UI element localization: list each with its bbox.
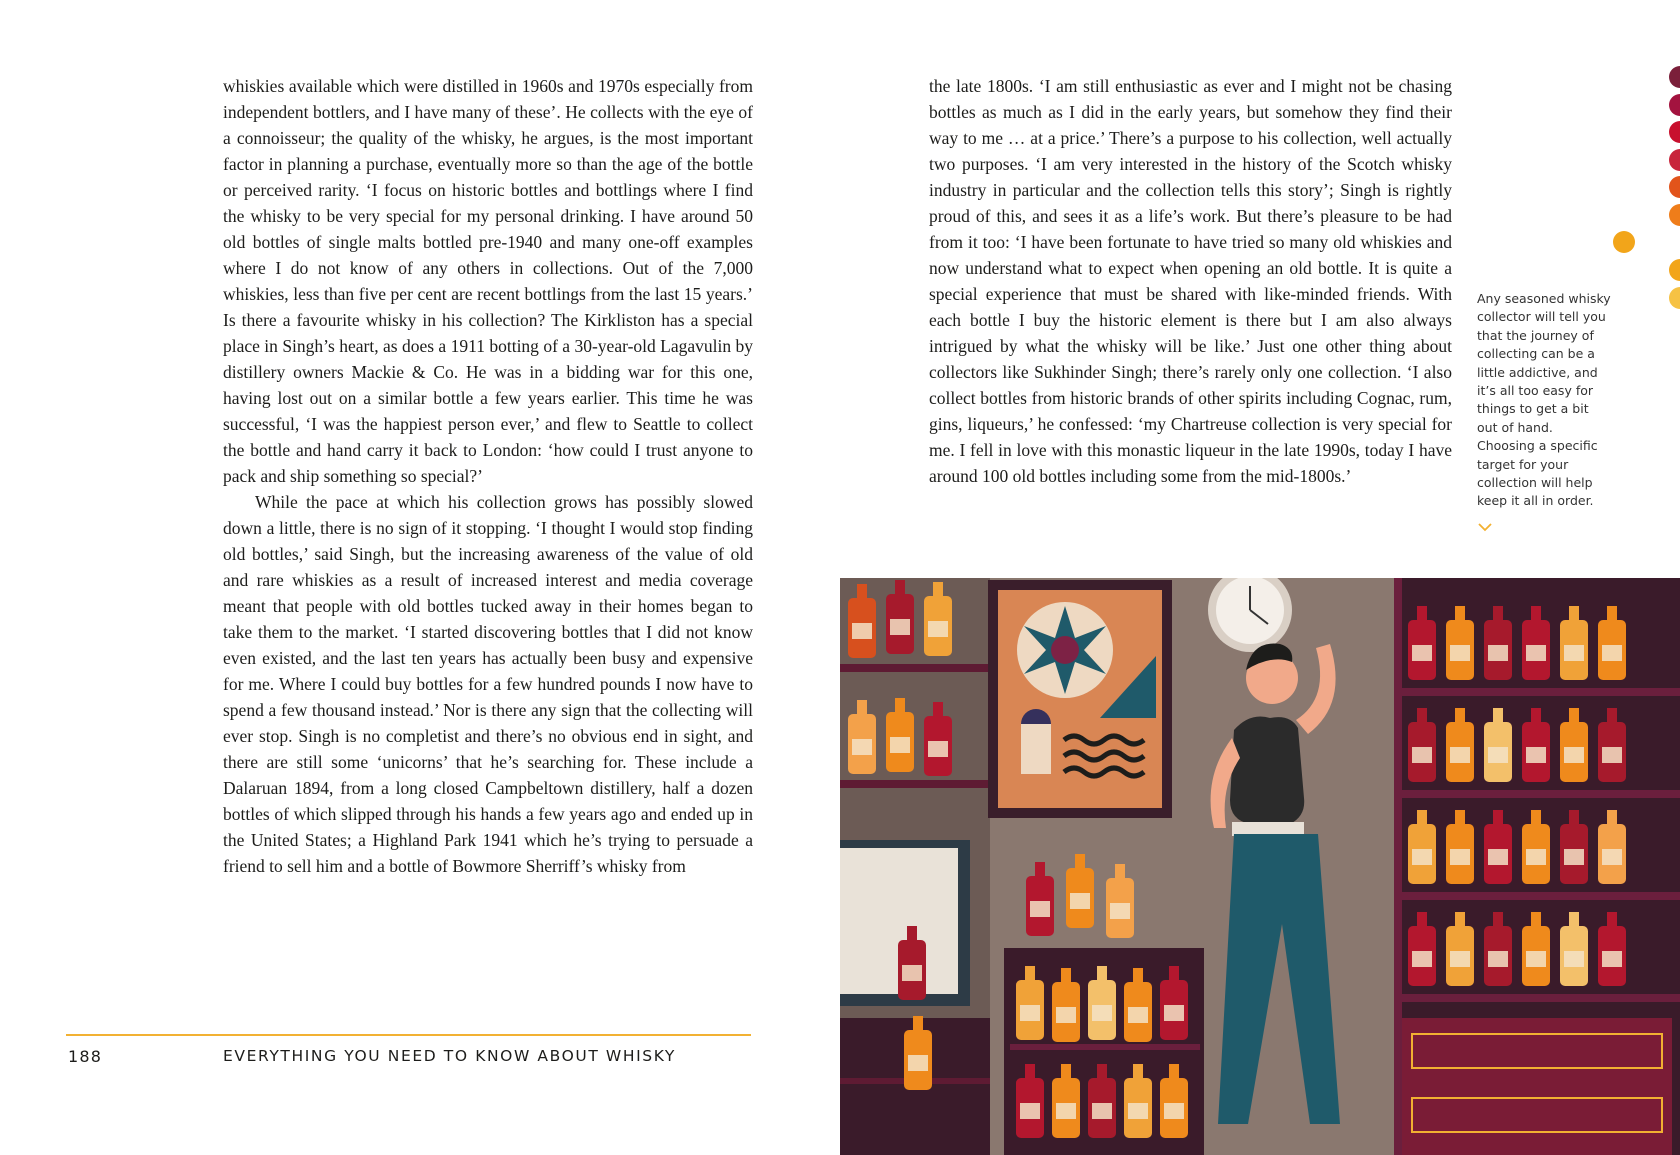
right-body-text [929, 73, 1452, 489]
body-paragraph: While the pace at which his collection grows has possibly slowed down a little, there is no sign of it stopping. ‘I thought I would stop finding old bottles,’ said Singh, but the increasing awareness of the value of old and rare whiskies as a result of increased interest and media coverage meant that people with old bottles tucked away in their homes began to take them to the market. ‘I started discovering bottles that I did not know even existed, and the last ten years has actually been busy and expensive for me. Where I could buy bottles for a few hundred pounds I now have to spend a few thousand instead.’ Nor is there any sign that the collecting will ever stop. Singh is no completist and there’s no obvious end in sight, and there are still some ‘unicorns’ that he’s searching for. These include a Dalaruan 1894, from a long closed Campbeltown distillery, half a dozen bottles of which slipped through his hands a few years ago and ended up in the United States; a Highland Park 1941 which he’s trying to persuade a friend to sell him and a bottle of Bowmore Sherriff’s whisky from [223, 492, 753, 876]
edge-dot [1669, 259, 1680, 281]
edge-dot [1669, 94, 1680, 116]
edge-dot [1613, 231, 1635, 253]
body-paragraph: the late 1800s. ‘I am still enthusiastic as ever and I might not be chasing bottles as much as I did in the early years, but somehow they find their way to me … at a price.’ There’s a purpose to his collection, well actually two purposes. ‘I am very interested in the history of the Scotch whisky industry in particular and the collection tells this story’; Singh is rightly proud of this, and sees it as a life’s work. But there’s pleasure to be had from it too: ‘I have been fortunate to have tried so many old whiskies and now understand what to expect when opening an old bottle. It is quite a special experience that must be shared with like-minded friends. With each bottle I buy the historic element is there but I am also always intrigued by what the whisky will be like.’ Just one other thing about collectors like Sukhinder Singh; there’s rarely only one collection. ‘I also collect bottles from historic brands of other spirits including Cognac, rum, gins, liqueurs,’ he confessed: ‘my Chartreuse collection is very special for me. I fell in love with this monastic liqueur in the late 1990s, today I have around 100 old bottles including some from the mid-1800s.’ [929, 76, 1452, 486]
page-number: 188 [68, 1047, 103, 1066]
whisky-collection-illustration [840, 578, 1680, 1155]
left-body-text [223, 73, 753, 879]
edge-dot [1669, 204, 1680, 226]
edge-dot [1669, 176, 1680, 198]
body-paragraph: whiskies available which were distilled in 1960s and 1970s especially from independent bottlers, and I have many of these’. He collects with the eye of a connoisseur; the quality of the whisky, he argues, is the most important factor in planning a purchase, eventually more so than the age of the bottle or perceived rarity. ‘I focus on historic bottles and bottlings where I find the whisky to be very special for my personal drinking. I have around 50 old bottles of single malts bottled pre-1940 and many one-off examples where I do not know of any others in collections. Out of the 7,000 whiskies, less than five per cent are recent bottlings from the last 15 years.’ Is there a favourite whisky in his collection? The Kirkliston has a special place in Singh’s heart, as does a 1911 botting of a 30-year-old Lagavulin by distillery owners Mackie & Co. He was in a bidding war for this one, having lost out on a similar bottle a few years earlier. This time he was successful, ‘I was the happiest person ever,’ and flew to Seattle to collect the bottle and hand carry it back to London: ‘how could I trust anyone to pack and ship something so special?’ [223, 76, 753, 486]
edge-dot [1669, 149, 1680, 171]
sidenote: Any seasoned whisky collector will tell you that the journey of collecting can be a little addictive, and it’s all too easy for things to get a bit out of hand. Choosing a specific target for your collection will help keep it all in order. [1477, 291, 1611, 509]
edge-dot [1669, 287, 1680, 309]
edge-dot [1669, 66, 1680, 88]
footer-rule [66, 1034, 751, 1036]
running-head: EVERYTHING YOU NEED TO KNOW ABOUT WHISKY [223, 1047, 676, 1065]
edge-dot [1669, 121, 1680, 143]
chevron-down-icon [1477, 520, 1493, 534]
